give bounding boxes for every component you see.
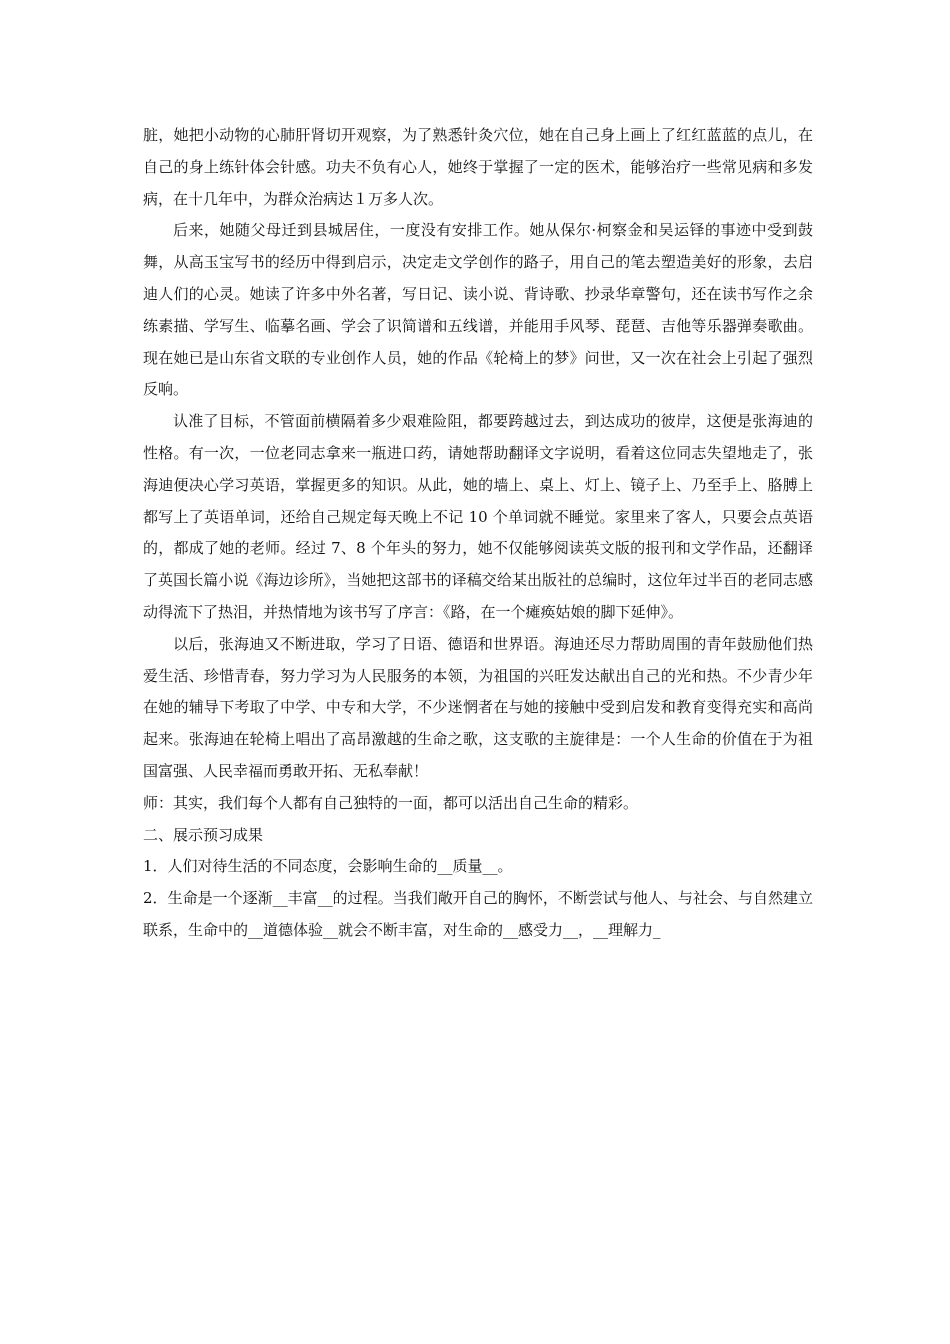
teacher-remark: 师：其实，我们每个人都有自己独特的一面，都可以活出自己生命的精彩。	[143, 793, 639, 812]
document-body	[143, 120, 813, 947]
preview-item-2: 2．生命是一个逐渐__丰富__的过程。当我们敞开自己的胸怀，不断尝试与他人、与社会、与自然建立联系，生命中的__道德体验__就会不断丰富，对生命的__感受力__，__理解力_	[143, 889, 813, 939]
preview-item-1: 1．人们对待生活的不同态度，会影响生命的__质量__。	[143, 857, 513, 876]
paragraph-1: 脏，她把小动物的心肺肝肾切开观察，为了熟悉针灸穴位，她在自己身上画上了红红蓝蓝的点儿，在自己的身上练针体会针感。功夫不负有心人，她终于掌握了一定的医术，能够治疗一些常见病和多发病，在十几年中，为群众治病达１万多人次。	[143, 126, 813, 208]
paragraph-3: 认准了目标，不管面前横隔着多少艰难险阻，都要跨越过去，到达成功的彼岸，这便是张海迪的性格。有一次，一位老同志拿来一瓶进口药，请她帮助翻译文字说明，看着这位同志失望地走了，张海迪便决心学习英语，掌握更多的知识。从此，她的墙上、桌上、灯上、镜子上、乃至手上、胳膊上都写上了英语单词，还给自己规定每天晚上不记 10 个单词就不睡觉。家里来了客人，只要会点英语的，都成了她的老师。经过 7、8 个年头的努力，她不仅能够阅读英文版的报刊和文学作品，还翻译了英国长篇小说《海边诊所》，当她把这部书的译稿交给某出版社的总编时，这位年过半百的老同志感动得流下了热泪，并热情地为该书写了序言：《路，在一个瘫痪姑娘的脚下延伸》。	[143, 412, 813, 621]
section-heading: 二、展示预习成果	[143, 825, 264, 844]
paragraph-4: 以后，张海迪又不断进取，学习了日语、德语和世界语。海迪还尽力帮助周围的青年鼓励他们热爱生活、珍惜青春，努力学习为人民服务的本领，为祖国的兴旺发达献出自己的光和热。不少青少年在她的辅导下考取了中学、中专和大学，不少迷惘者在与她的接触中受到启发和教育变得充实和高尚起来。张海迪在轮椅上唱出了高昂激越的生命之歌，这支歌的主旋律是：一个人生命的价值在于为祖国富强、人民幸福而勇敢开拓、无私奉献！	[143, 634, 813, 780]
paragraph-2: 后来，她随父母迁到县城居住，一度没有安排工作。她从保尔·柯察金和吴运铎的事迹中受到鼓舞，从高玉宝写书的经历中得到启示，决定走文学创作的路子，用自己的笔去塑造美好的形象，去启迪人们的心灵。她读了许多中外名著，写日记、读小说、背诗歌、抄录华章警句，还在读书写作之余练素描、学写生、临摹名画、学会了识简谱和五线谱，并能用手风琴、琵琶、吉他等乐器弹奏歌曲。现在她已是山东省文联的专业创作人员，她的作品《轮椅上的梦》问世，又一次在社会上引起了强烈反响。	[143, 221, 813, 399]
